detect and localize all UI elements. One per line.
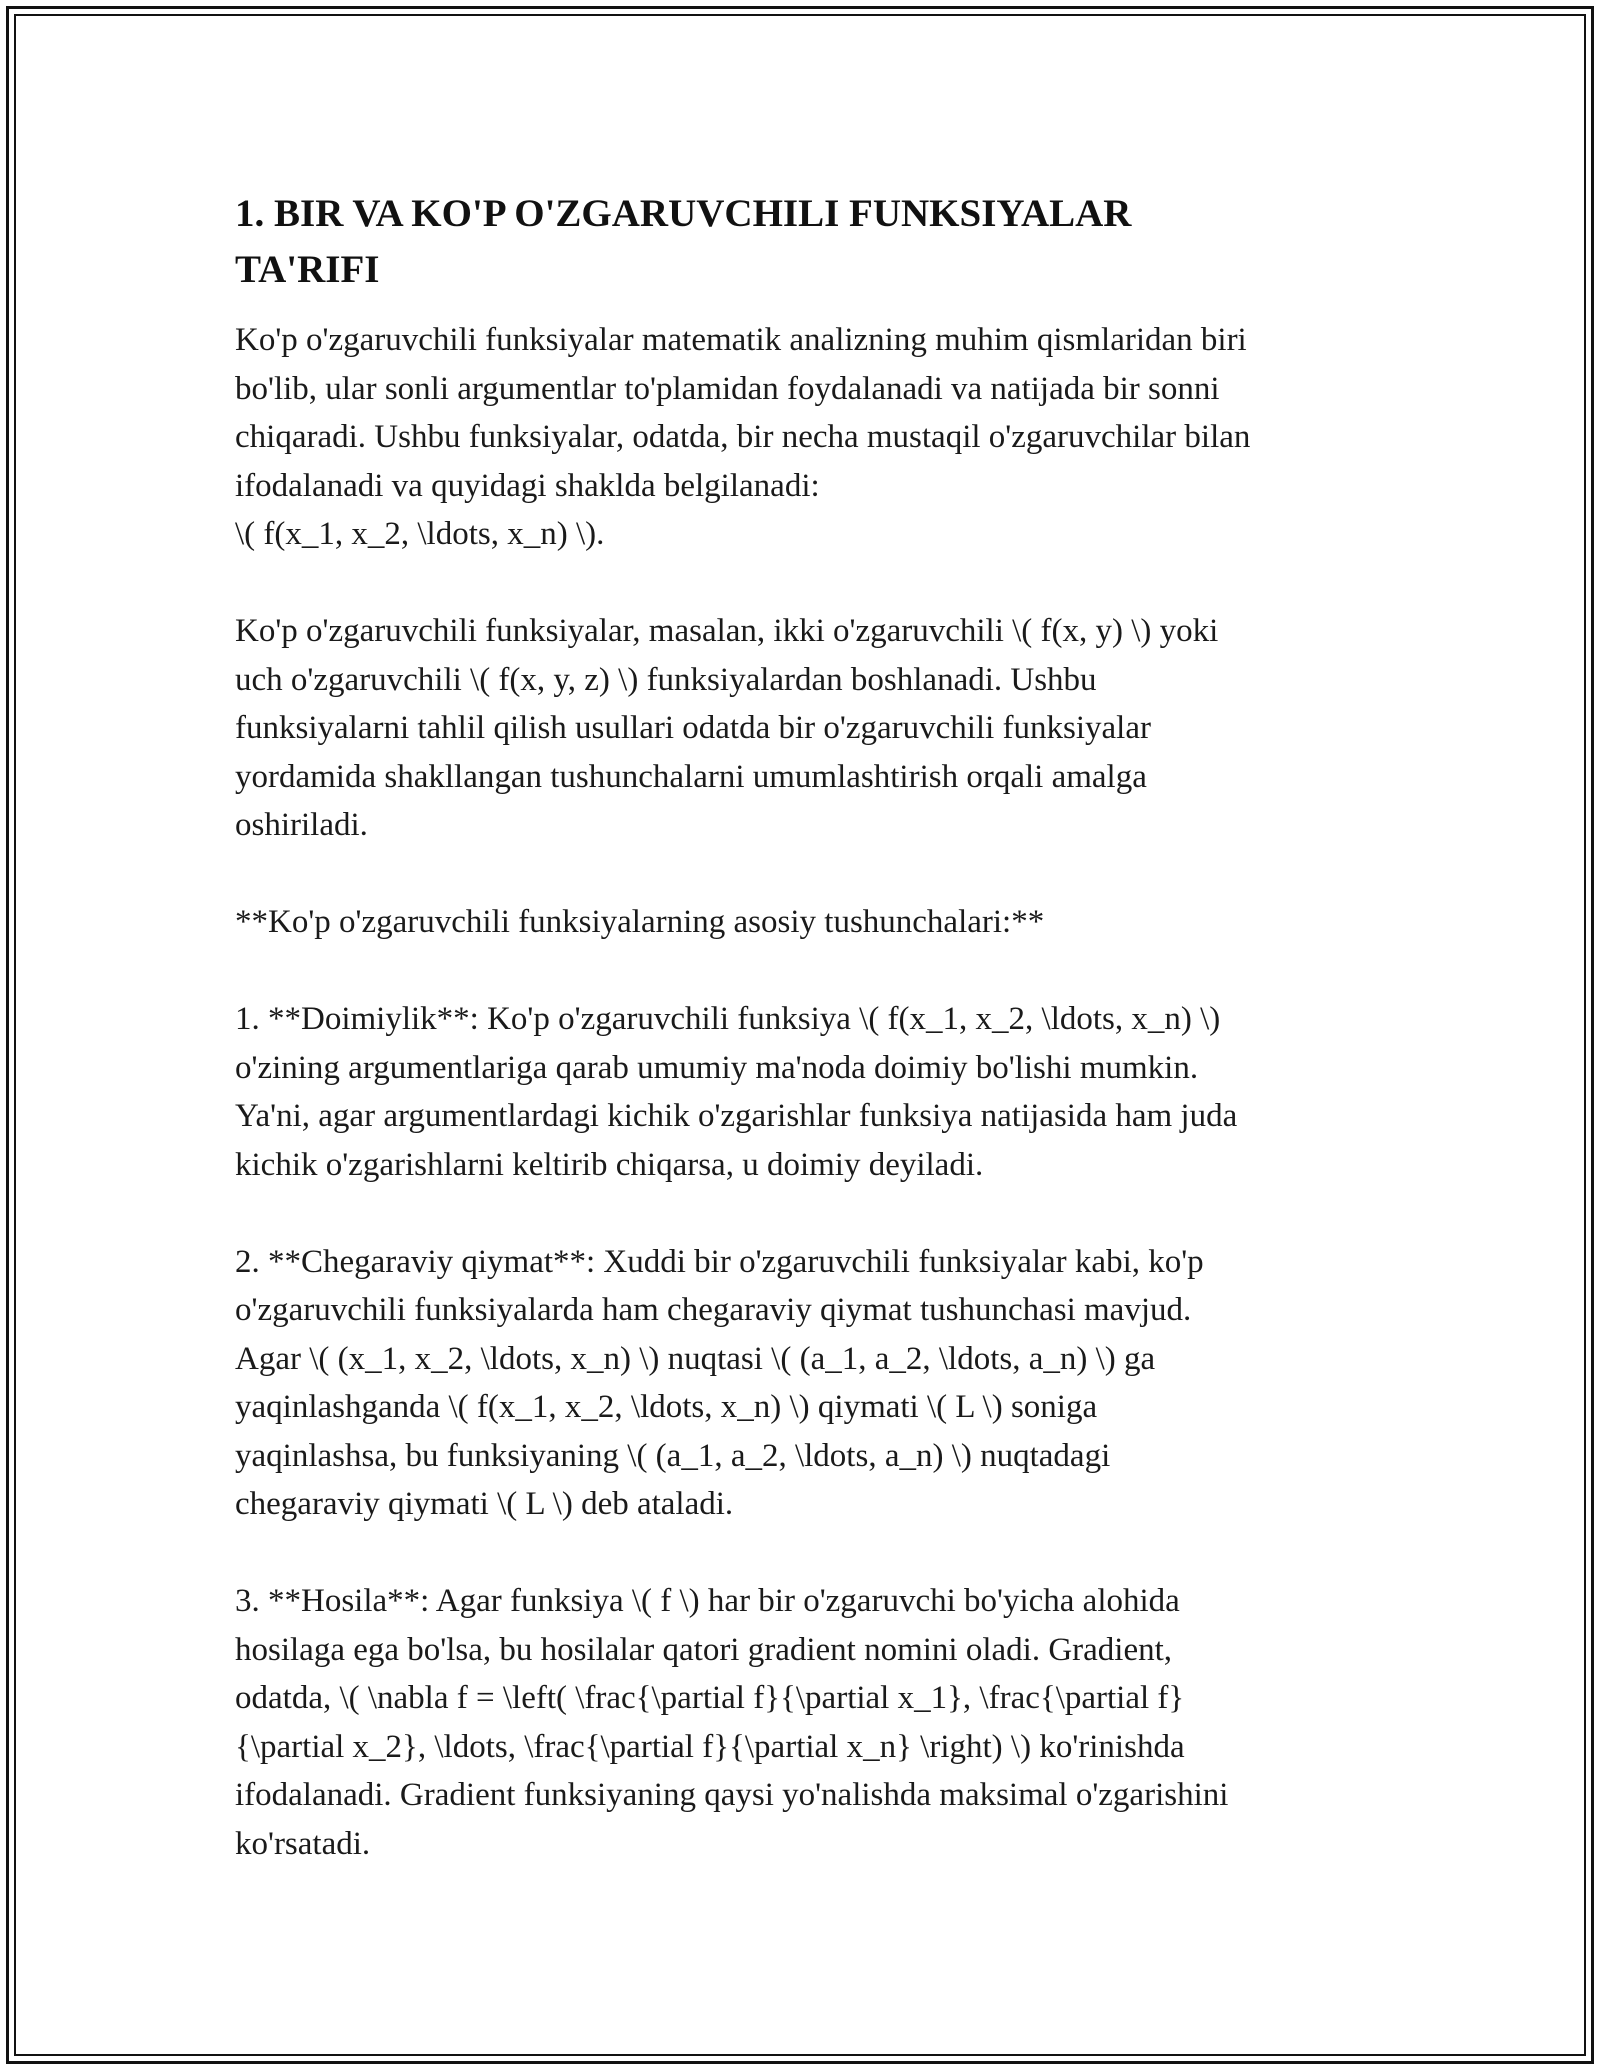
paragraph-intro: Ko'p o'zgaruvchili funksiyalar matematik analizning muhim qismlaridan biri bo'lib, ular sonli argumentlar to'plamidan foydalanadi va natijada bir sonni chiqaradi. Ushbu funksiyalar, odatda, bir necha mustaqil o'zgaruvchilar bilan ifodalanadi va quyidagi shaklda belgilanadi: \( f(x_1, x_2, \ldots, x_n) \).	[235, 322, 1251, 552]
paragraph-continuity: 1. **Doimiylik**: Ko'p o'zgaruvchili funksiya \( f(x_1, x_2, \ldots, x_n) \) o'zining argumentlariga qarab umumiy ma'noda doimiy bo'lishi mumkin. Ya'ni, agar argumentlardagi kichik o'zgarishlar funksiya natijasida ham juda kichik o'zgarishlarni keltirib chiqarsa, u doimiy deyiladi.	[235, 1001, 1238, 1183]
section-title: 1. BIR VA KO'P O'ZGARUVCHILI FUNKSIYALAR TA'RIFI	[235, 192, 1132, 291]
paragraph-examples: Ko'p o'zgaruvchili funksiyalar, masalan, ikki o'zgaruvchili \( f(x, y) \) yoki uch o'zgaruvchili \( f(x, y, z) \) funksiyalardan boshlanadi. Ushbu funksiyalarni tahlil qilish usullari odatda bir o'zgaruvchili funksiyalar yordamida shakllangan tushunchalarni umumlashtirish orqali amalga oshiriladi.	[235, 613, 1219, 843]
paragraph-derivative: 3. **Hosila**: Agar funksiya \( f \) har bir o'zgaruvchi bo'yicha alohida hosilaga ega bo'lsa, bu hosilalar qatori gradient nomini oladi. Gradient, odatda, \( \nabla f = \left( \frac{\partial f}{\partial x_1}, \frac{\partial f} {\partial x_2}, \ldots, \frac{\partial f}{\partial x_n} \right) \) ko'rinishda ifodalanadi. Gradient funksiyaning qaysi yo'nalishda maksimal o'zgarishini ko'rsatadi.	[235, 1583, 1229, 1862]
paragraph-concepts-heading: **Ko'p o'zgaruvchili funksiyalarning asosiy tushunchalari:**	[235, 904, 1045, 940]
paragraph-limit: 2. **Chegaraviy qiymat**: Xuddi bir o'zgaruvchili funksiyalar kabi, ko'p o'zgaruvchili funksiyalarda ham chegaraviy qiymat tushunchasi mavjud. Agar \( (x_1, x_2, \ldots, x_n) \) nuqtasi \( (a_1, a_2, \ldots, a_n) \) ga yaqinlashganda \( f(x_1, x_2, \ldots, x_n) \) qiymati \( L \) soniga yaqinlashsa, bu funksiyaning \( (a_1, a_2, \ldots, a_n) \) nuqtadagi chegaraviy qiymati \( L \) deb ataladi.	[235, 1243, 1204, 1522]
document-body	[235, 186, 1385, 1917]
